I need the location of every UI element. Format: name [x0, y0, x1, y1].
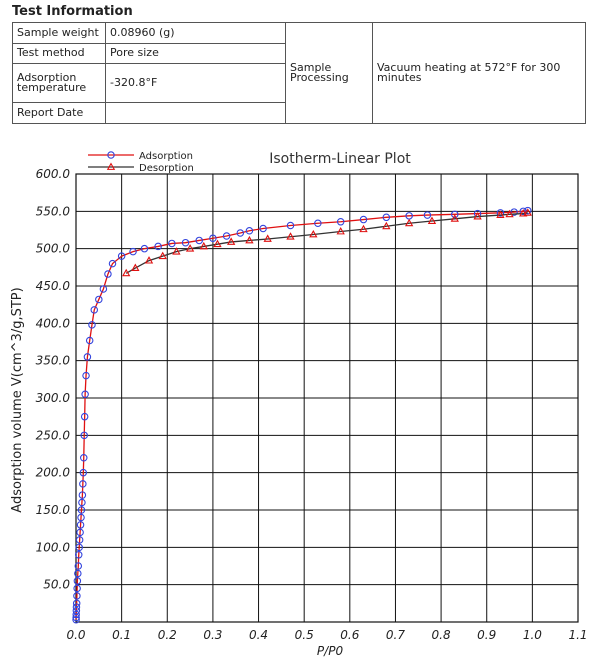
y-tick-label: 400.0 — [35, 316, 70, 331]
report-date-value — [106, 103, 286, 124]
y-tick-label: 200.0 — [35, 465, 70, 480]
y-tick-label: 50.0 — [43, 577, 70, 592]
y-tick-label: 300.0 — [35, 391, 70, 405]
y-tick-label: 350.0 — [35, 353, 70, 368]
y-tick-label: 500.0 — [35, 241, 70, 256]
y-tick-label: 450.0 — [35, 279, 70, 293]
x-tick-label: 0.1 — [112, 628, 132, 642]
chart-series — [73, 207, 531, 623]
section-title: Test Information — [12, 4, 133, 19]
sample-weight-label: Sample weight — [13, 23, 106, 44]
chart-legend — [88, 151, 194, 174]
x-tick-label: 0.0 — [66, 628, 86, 642]
x-tick-label: 0.6 — [340, 628, 360, 642]
x-tick-label: 0.3 — [203, 628, 223, 642]
test-information-table — [12, 22, 586, 124]
x-axis-label: P/P0 — [316, 644, 344, 658]
adsorption-line — [76, 211, 528, 620]
report-date-label: Report Date — [13, 103, 106, 124]
y-tick-label: 150.0 — [35, 503, 70, 517]
isotherm-chart — [0, 140, 600, 663]
x-tick-label: 1.1 — [568, 628, 588, 642]
test-method-label: Test method — [13, 43, 106, 64]
x-tick-label: 1.0 — [522, 628, 542, 642]
legend-label-desorption: Desorption — [139, 163, 194, 174]
y-tick-label: 550.0 — [35, 204, 70, 219]
x-tick-label: 0.2 — [157, 628, 177, 642]
adsorption-temperature-value: -320.8°F — [106, 64, 286, 103]
table-row — [13, 23, 586, 44]
sample-processing-value: Vacuum heating at 572°F for 300 minutes — [373, 23, 586, 124]
x-tick-label: 0.7 — [385, 628, 406, 642]
y-axis-label: Adsorption volume V(cm^3/g,STP) — [10, 287, 25, 513]
chart-title: Isotherm-Linear Plot — [269, 151, 411, 167]
sample-processing-label: Sample Processing — [286, 23, 373, 124]
y-tick-label: 100.0 — [35, 540, 70, 555]
y-tick-label: 600.0 — [35, 167, 70, 181]
x-tick-label: 0.9 — [477, 628, 497, 642]
chart-grid — [76, 174, 578, 622]
x-tick-label: 0.4 — [248, 628, 269, 642]
x-tick-label: 0.5 — [294, 628, 314, 642]
x-tick-label: 0.8 — [431, 628, 451, 642]
sample-weight-value: 0.08960 (g) — [106, 23, 286, 44]
legend-label-adsorption: Adsorption — [139, 151, 193, 162]
adsorption-temperature-label: Adsorption temperature — [13, 64, 106, 103]
test-method-value: Pore size — [106, 43, 286, 64]
y-tick-label: 250.0 — [35, 428, 70, 443]
axis-ticks — [36, 167, 588, 642]
